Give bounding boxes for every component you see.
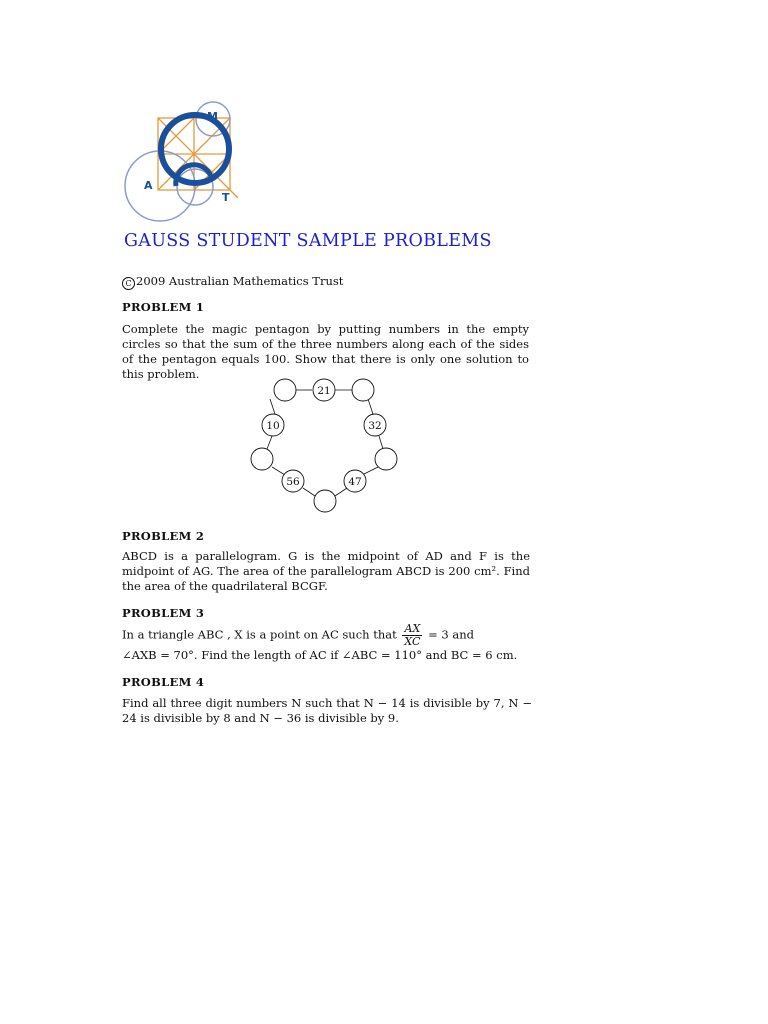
problem-4-text: Find all three digit numbers N such that N − 14 is divisible by 7, N − 24 is divisible by 8 and N − 36 is divisible by 9. — [122, 696, 532, 725]
pentagon-value-47: 47 — [348, 476, 362, 488]
logo-circle-a — [125, 151, 195, 221]
pentagon-value-10: 10 — [266, 420, 280, 432]
pentagon-empty-circle — [375, 448, 397, 470]
logo-letter-m: M — [207, 110, 218, 123]
problem-4-heading: PROBLEM 4 — [122, 675, 205, 689]
logo-letter-a: A — [144, 179, 153, 192]
problem-3-text-b: = 3 and — [428, 627, 474, 642]
pentagon-value-32: 32 — [368, 420, 382, 432]
problem-2-text: ABCD is a parallelogram. G is the midpoint of AD and F is the midpoint of AG. The area of the parallelogram ABCD is 200 cm². Find the area of the quadrilateral BCGF. — [122, 549, 530, 593]
problem-1-heading: PROBLEM 1 — [122, 300, 205, 314]
pentagon-empty-circle — [251, 448, 273, 470]
fraction-denominator: XC — [404, 635, 421, 648]
page-title: GAUSS STUDENT SAMPLE PROBLEMS — [124, 231, 492, 251]
copyright-line — [122, 274, 343, 290]
logo-circle-main — [161, 115, 229, 183]
problem-3-heading: PROBLEM 3 — [122, 606, 205, 620]
problem-3-line-2: ∠AXB = 70°. Find the length of AC if ∠ABC = 110° and BC = 6 cm. — [122, 648, 518, 662]
amt-logo — [118, 100, 243, 225]
problem-2-heading: PROBLEM 2 — [122, 529, 205, 543]
pentagon-empty-circle — [274, 379, 296, 401]
magic-pentagon — [245, 374, 405, 519]
copyright-icon: C — [122, 277, 135, 290]
problem-3-text-a: In a triangle ABC , X is a point on AC such that — [122, 627, 397, 642]
problem-1-text: Complete the magic pentagon by putting numbers in the empty circles so that the sum of the three numbers along each of the sides of the pentagon equals 100. Show that there is only one solution to this problem. — [122, 322, 529, 381]
pentagon-value-21: 21 — [317, 385, 331, 397]
pentagon-value-56: 56 — [286, 476, 300, 488]
pentagon-empty-circle — [352, 379, 374, 401]
problem-3-fraction — [402, 623, 422, 648]
fraction-numerator: AX — [402, 623, 422, 636]
pentagon-empty-circle — [314, 490, 336, 512]
logo-letter-t: T — [222, 191, 230, 204]
copyright-text: 2009 Australian Mathematics Trust — [136, 274, 344, 288]
